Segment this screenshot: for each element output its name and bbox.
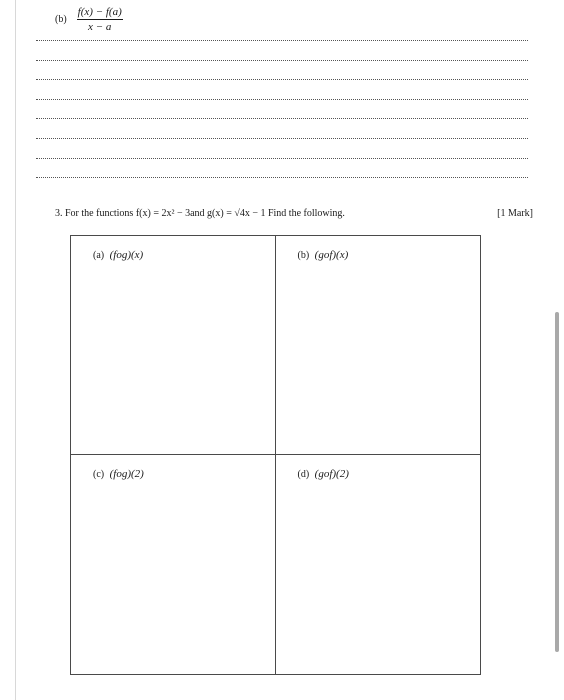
answer-cell-b xyxy=(276,236,481,455)
answer-line xyxy=(36,177,528,178)
difference-quotient xyxy=(77,6,123,33)
answer-line xyxy=(36,158,528,159)
cell-label xyxy=(298,249,349,261)
cell-part-label: (c) xyxy=(93,469,105,480)
scrollbar[interactable] xyxy=(556,0,562,700)
question-text xyxy=(55,208,345,219)
cell-expression: (gof)(2) xyxy=(314,468,349,480)
cell-expression: (gof)(x) xyxy=(314,249,349,261)
cell-expression: (fog)(x) xyxy=(109,249,144,261)
answer-cell-c xyxy=(71,455,276,674)
answer-cell-d xyxy=(276,455,481,674)
question-body: For the functions f(x) = 2x² − 3and g(x) = √4x − 1 Find the following. xyxy=(65,208,345,219)
answer-cell-a xyxy=(71,236,276,455)
cell-part-label: (b) xyxy=(297,250,310,261)
answer-line xyxy=(36,118,528,119)
question-3 xyxy=(55,208,533,219)
answer-line xyxy=(36,60,528,61)
fraction-denominator: x − a xyxy=(88,20,112,33)
answer-line xyxy=(36,79,528,80)
cell-label xyxy=(93,468,144,480)
part-b-label: (b) xyxy=(55,13,67,25)
part-b-expression xyxy=(55,6,123,32)
cell-label xyxy=(298,468,349,480)
answer-line xyxy=(36,99,528,100)
question-marks: [1 Mark] xyxy=(497,208,533,219)
scrollbar-thumb[interactable] xyxy=(555,312,559,652)
cell-label xyxy=(93,249,143,261)
answer-grid xyxy=(70,235,481,675)
page-left-edge xyxy=(15,0,16,700)
question-number: 3. xyxy=(55,208,63,219)
cell-part-label: (a) xyxy=(93,250,105,261)
cell-part-label: (d) xyxy=(297,469,310,480)
cell-expression: (fog)(2) xyxy=(109,468,144,480)
answer-line xyxy=(36,40,528,41)
answer-lines xyxy=(36,40,528,197)
fraction-numerator: f(x) − f(a) xyxy=(77,5,122,18)
answer-line xyxy=(36,138,528,139)
